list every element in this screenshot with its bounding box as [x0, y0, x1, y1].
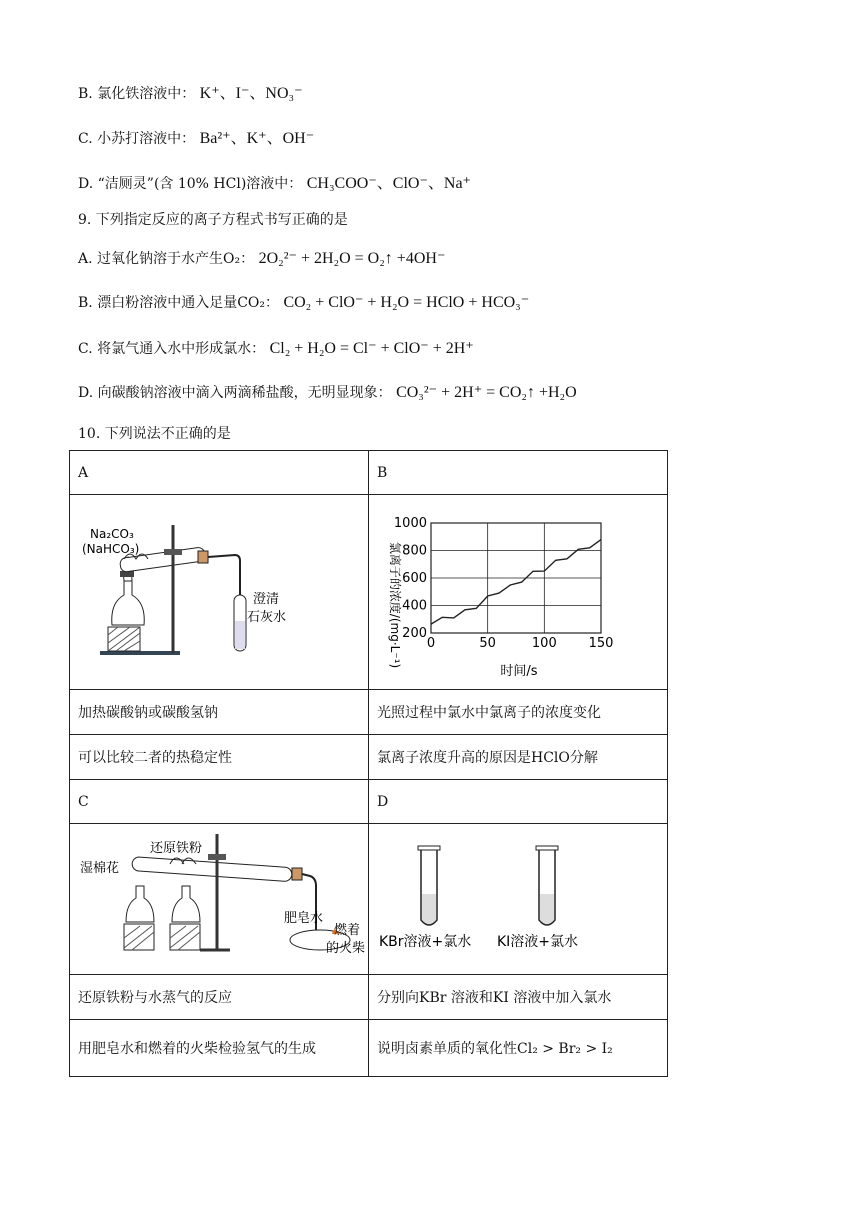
- q8-option-c-label: C. 小苏打溶液中：: [78, 131, 196, 147]
- q8-option-b-label: B. 氯化铁溶液中：: [78, 86, 196, 102]
- x-tick-label: 100: [531, 636, 557, 651]
- chart-ylabel: 氯离子的浓度/(mg·L⁻¹): [388, 541, 402, 669]
- q9-option-d-eq: CO₃²⁻ + 2H⁺ = CO₂↑ +H₂O: [396, 384, 577, 401]
- cell-a-desc: 加热碳酸钠或碳酸氢钠: [70, 690, 369, 735]
- y-tick-label: 1000: [393, 516, 427, 531]
- q9-option-a-label: A. 过氧化钠溶于水产生O₂：: [78, 251, 255, 267]
- a-label-1: Na₂CO₃: [90, 527, 134, 541]
- a-label-4: 石灰水: [247, 610, 287, 625]
- q9-option-b-eq: CO₂ + ClO⁻ + H₂O = HClO + HCO₃⁻: [283, 294, 530, 311]
- q9-option-c-label: C. 将氯气通入水中形成氯水：: [78, 341, 266, 357]
- q8-option-b: [78, 80, 303, 103]
- y-tick-label: 600: [402, 571, 427, 586]
- y-tick-label: 200: [402, 626, 427, 641]
- x-tick-label: 0: [426, 636, 436, 651]
- cell-d-label: D: [369, 780, 668, 824]
- y-tick-label: 800: [402, 543, 427, 559]
- q9-option-b: [78, 292, 529, 312]
- cell-b-conclusion: 氯离子浓度升高的原因是HClO分解: [369, 735, 668, 780]
- c-label-1: 还原铁粉: [150, 841, 203, 856]
- x-tick-label: 50: [479, 636, 496, 651]
- x-tick-label: 150: [588, 636, 614, 651]
- q9-option-d: [78, 382, 577, 402]
- chloride-chart: [369, 495, 667, 685]
- d-label-2: KI溶液+氯水: [497, 934, 579, 950]
- cell-c-label: C: [70, 780, 369, 824]
- q8-option-b-ions: K⁺、I⁻、NO₃⁻: [199, 85, 303, 102]
- c-label-5: 的火柴: [326, 941, 366, 956]
- q10-stem: 10. 下列说法不正确的是: [78, 426, 231, 442]
- cell-a-conclusion: 可以比较二者的热稳定性: [70, 735, 369, 780]
- cell-c-conclusion: 用肥皂水和燃着的火柴检验氢气的生成: [70, 1020, 369, 1077]
- c-label-2: 湿棉花: [80, 861, 120, 876]
- chart-b: [369, 495, 668, 690]
- q8-option-c: [78, 125, 314, 148]
- q9-option-a-eq: 2O₂²⁻ + 2H₂O = O₂↑ +4OH⁻: [258, 250, 446, 267]
- q9-option-c: [78, 338, 474, 358]
- cell-b-label: B: [369, 451, 668, 495]
- a-label-3: 澄清: [253, 592, 280, 607]
- q9-stem: 9. 下列指定反应的离子方程式书写正确的是: [78, 212, 348, 228]
- q8-option-c-ions: Ba²⁺、K⁺、OH⁻: [199, 130, 315, 147]
- q9-option-a: [78, 248, 445, 268]
- cell-a-label: A: [70, 451, 369, 495]
- cell-b-desc: 光照过程中氯水中氯离子的浓度变化: [369, 690, 668, 735]
- chart-xlabel: 时间/s: [500, 664, 538, 679]
- q9-option-d-label: D. 向碳酸钠溶液中滴入两滴稀盐酸，无明显现象：: [78, 385, 392, 401]
- series-line: [431, 540, 601, 625]
- q10-table: [69, 450, 668, 1077]
- c-label-4: 燃着: [334, 923, 361, 938]
- cell-d-conclusion: 说明卤素单质的氧化性Cl₂ > Br₂ > I₂: [369, 1020, 668, 1077]
- apparatus-c: [70, 824, 369, 975]
- q8-option-d-ions: CH₃COO⁻、ClO⁻、Na⁺: [306, 175, 471, 192]
- q8-option-d: [78, 170, 471, 193]
- cell-c-desc: 还原铁粉与水蒸气的反应: [70, 975, 369, 1020]
- apparatus-d: [369, 824, 668, 975]
- q9-option-b-label: B. 漂白粉溶液中通入足量CO₂：: [78, 295, 279, 311]
- y-tick-label: 400: [402, 598, 427, 614]
- q9-option-c-eq: Cl₂ + H₂O = Cl⁻ + ClO⁻ + 2H⁺: [269, 340, 474, 357]
- a-label-2: (NaHCO₃): [82, 542, 140, 556]
- apparatus-a: [70, 495, 369, 690]
- c-label-3: 肥皂水: [284, 911, 324, 926]
- q8-option-d-label: D. “洁厕灵”(含 10% HCl)溶液中：: [78, 176, 303, 192]
- cell-d-desc: 分别向KBr 溶液和KI 溶液中加入氯水: [369, 975, 668, 1020]
- d-label-1: KBr溶液+氯水: [379, 934, 472, 950]
